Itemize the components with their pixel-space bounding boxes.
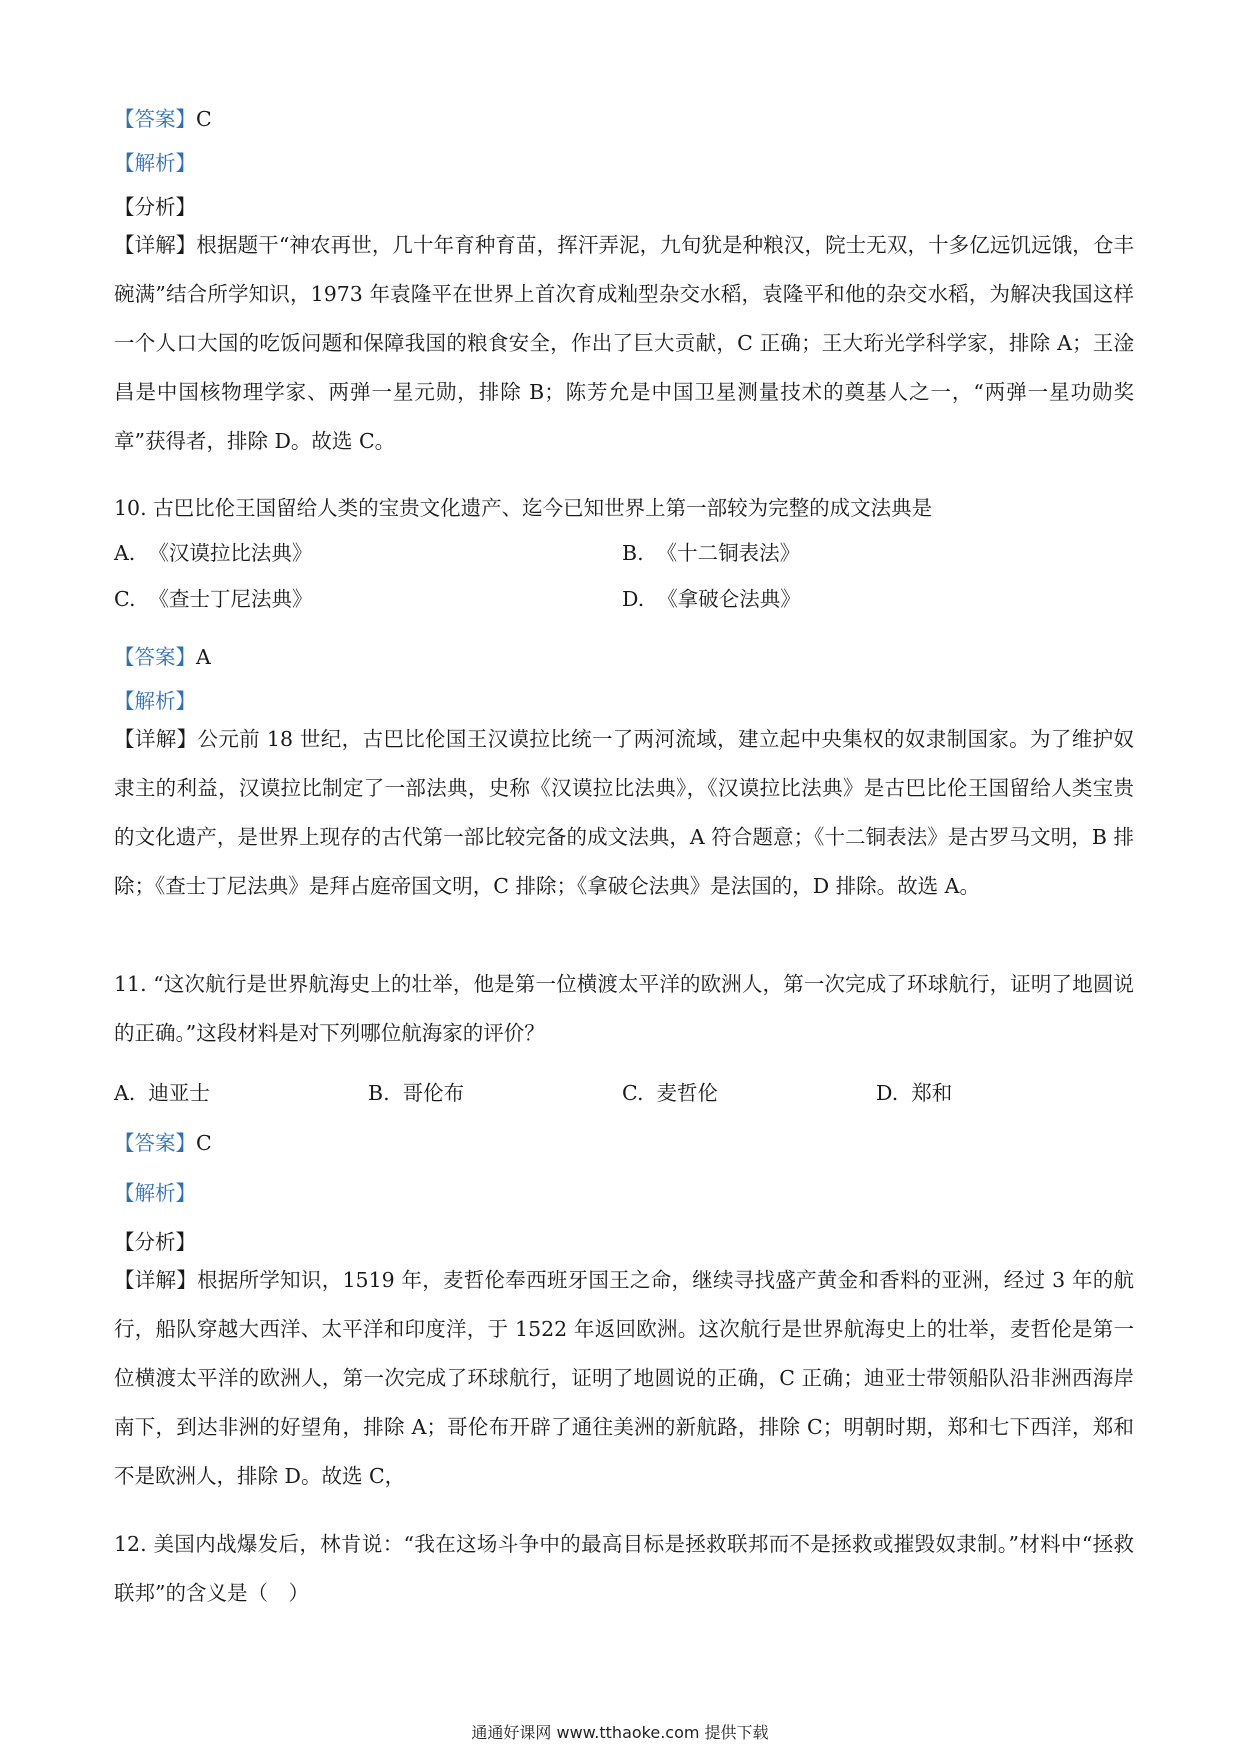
answer-value: A: [196, 645, 211, 669]
q11-detail-paragraph: [114, 1256, 1134, 1501]
q11-answer-line: [114, 1128, 212, 1158]
q10-detail-paragraph: [114, 715, 1134, 911]
option-label: C.: [114, 587, 136, 611]
answer-tag: 【答案】: [114, 645, 196, 669]
q12-question: 12. 美国内战爆发后，林肯说：“我在这场斗争中的最高目标是拯救联邦而不是拯救或摧毁奴隶制。”材料中“拯救联邦”的含义是（ ）: [114, 1532, 1134, 1605]
option-label: A.: [114, 541, 136, 565]
q9-detail-paragraph: [114, 221, 1134, 466]
q11-question: 11. “这次航行是世界航海史上的壮举，他是第一位横渡太平洋的欧洲人，第一次完成了环球航行，证明了地圆说的正确。”这段材料是对下列哪位航海家的评价？: [114, 972, 1134, 1045]
option-label: A.: [114, 1081, 136, 1105]
option-label: C.: [622, 1081, 644, 1105]
q11-option-a: [114, 1078, 210, 1108]
option-text: 《十二铜表法》: [656, 541, 801, 565]
option-text: 《汉谟拉比法典》: [148, 541, 313, 565]
option-text: 哥伦布: [402, 1081, 465, 1105]
q10-option-b: [622, 538, 800, 568]
q11-analysis-line: [114, 1178, 196, 1208]
q9-answer-line: [114, 104, 212, 134]
q10-option-c: [114, 584, 313, 614]
answer-tag: 【答案】: [114, 107, 196, 131]
option-text: 麦哲伦: [656, 1081, 719, 1105]
q10-option-a: [114, 538, 312, 568]
fenxi-tag: 【分析】: [114, 195, 196, 219]
q9-fenxi-line: [114, 192, 196, 222]
option-label: B.: [368, 1081, 390, 1105]
analysis-tag: 【解析】: [114, 151, 196, 175]
q10-answer-line: [114, 642, 211, 672]
answer-value: C: [196, 107, 212, 131]
q10-question: 10. 古巴比伦王国留给人类的宝贵文化遗产、迄今已知世界上第一部较为完整的成文法典是: [114, 496, 933, 520]
page-footer: 通通好课网 www.tthaoke.com 提供下载: [471, 1723, 769, 1742]
detail-text: 公元前 18 世纪，古巴比伦国王汉谟拉比统一了两河流域，建立起中央集权的奴隶制国家。为了维护奴隶主的利益，汉谟拉比制定了一部法典，史称《汉谟拉比法典》，《汉谟拉比法典》是古巴比伦王国留给人类宝贵的文化遗产，是世界上现存的古代第一部比较完备的成文法典，A 符合题意；《十二铜表法》是古罗马文明，B 排除；《查士丁尼法典》是拜占庭帝国文明，C 排除；《拿破仑法典》是法国的，D 排除。故选 A。: [114, 727, 1134, 898]
detail-tag: 【详解】: [114, 1268, 198, 1292]
q10-analysis-line: [114, 686, 196, 716]
q10-option-d: [622, 584, 801, 614]
option-text: 《查士丁尼法典》: [148, 587, 313, 611]
option-label: D.: [622, 587, 645, 611]
q9-analysis-line: [114, 148, 196, 178]
detail-tag: 【详解】: [114, 233, 197, 257]
q11-fenxi-line: [114, 1227, 196, 1257]
analysis-tag: 【解析】: [114, 689, 196, 713]
answer-tag: 【答案】: [114, 1131, 196, 1155]
option-label: B.: [622, 541, 644, 565]
q11-option-c: [622, 1078, 718, 1108]
q11-option-b: [368, 1078, 464, 1108]
q11-option-d: [876, 1078, 952, 1108]
option-label: D.: [876, 1081, 899, 1105]
detail-text: 根据所学知识，1519 年，麦哲伦奉西班牙国王之命，继续寻找盛产黄金和香料的亚洲，经过 3 年的航行，船队穿越大西洋、太平洋和印度洋，于 1522 年返回欧洲。这次航行是世界航海史上的壮举，麦哲伦是第一位横渡太平洋的欧洲人，第一次完成了环球航行，证明了地圆说的正确，C 正确；迪亚士带领船队沿非洲西海岸南下，到达非洲的好望角，排除 A；哥伦布开辟了通往美洲的新航路，排除 C；明朝时期，郑和七下西洋，郑和不是欧洲人，排除 D。故选 C，: [114, 1268, 1135, 1488]
answer-value: C: [196, 1131, 212, 1155]
fenxi-tag: 【分析】: [114, 1230, 196, 1254]
analysis-tag: 【解析】: [114, 1181, 196, 1205]
option-text: 《拿破仑法典》: [657, 587, 801, 611]
detail-text: 根据题干“神农再世，几十年育种育苗，挥汗弄泥，九旬犹是种粮汉，院士无双，十多亿远饥远饿，仓丰碗满”结合所学知识，1973 年袁隆平在世界上首次育成籼型杂交水稻，袁隆平和他的杂交水稻，为解决我国这样一个人口大国的吃饭问题和保障我国的粮食安全，作出了巨大贡献，C 正确；王大珩光学科学家，排除 A；王淦昌是中国核物理学家、两弹一星元勋，排除 B；陈芳允是中国卫星测量技术的奠基人之一，“两弹一星功勋奖章”获得者，排除 D。故选 C。: [114, 233, 1135, 453]
detail-tag: 【详解】: [114, 727, 198, 751]
option-text: 郑和: [911, 1081, 953, 1105]
option-text: 迪亚士: [148, 1081, 210, 1105]
